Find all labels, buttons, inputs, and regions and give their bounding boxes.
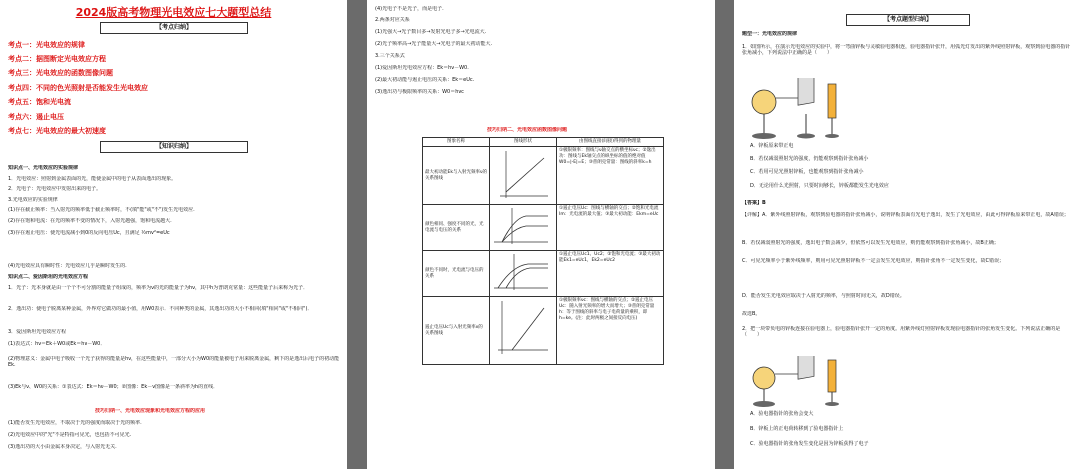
point-item: 考点四：不同的色光照射是否能发生光电效应 bbox=[8, 84, 148, 92]
point-item: 考点三：光电效应的函数图像问题 bbox=[8, 69, 113, 77]
body-line: 3．爱因斯坦光电效应方程 bbox=[8, 329, 67, 335]
body-line: 2．光电子：光电效应中发射出来的电子。 bbox=[8, 186, 102, 192]
document-page-1 bbox=[0, 0, 347, 469]
option-c: C．若用可见光照射锌板，也能观察到指针张角减小 bbox=[750, 169, 864, 175]
point-item: 考点五：饱和光电流 bbox=[8, 98, 71, 106]
body-line: (2)物理意义：金属中电子吸收一个光子获得的能量是hν，在这些能量中，一部分大小为W0的能量被电子用来脱离金属，剩下的是逸出后电子的初动能Ek. bbox=[8, 356, 340, 368]
table-cell: ①极限频率νc：图线与横轴的交点；②遏止电压Uc：随入射光频率的增大而增大；③普朗克常量h：等于图线的斜率与电子电荷量的乘积，即h=ke。(注：此时两极之间接反向电压) bbox=[557, 297, 664, 365]
body-line: (1)能否发生光电效应，不取决于光的强度而取决于光的频率. bbox=[8, 420, 142, 426]
graph-cell bbox=[490, 147, 557, 205]
table-title: 技巧归纳二、光电效应函数图像问题 bbox=[487, 127, 568, 133]
body-line: (2)最大初动能与遏止电压的关系：Ek＝eUc. bbox=[375, 77, 475, 83]
explanation-line: B．若仅减弱照射光的强度，逸出电子数会减少，但依然可以发生光电效应，则仍能观察到指针张角减小，故B正确； bbox=[742, 240, 999, 246]
apparatus-drawing bbox=[748, 356, 858, 408]
section-header-points: 【考点归纳】 bbox=[100, 22, 248, 34]
graph-cell bbox=[490, 297, 557, 365]
explanation-line: C．可见光频率小于紫外线频率，则用可见光照射锌板不一定会发生光电效应，则指针张角不一定发生变化，故C错误； bbox=[742, 258, 1004, 264]
column-header: 图线形状 bbox=[490, 138, 557, 147]
table-row bbox=[423, 147, 664, 205]
explanation-line: D．能否发生光电效应取决于入射光的频率，与照射时间无关，故D错误。 bbox=[742, 293, 905, 299]
current-voltage-graph bbox=[492, 206, 550, 246]
document-page-3 bbox=[734, 0, 1080, 469]
body-line: (4)光电子不是光子，而是电子. bbox=[375, 6, 444, 12]
option-c: C．验电器指针的张角发生变化是因为锌板获得了电子 bbox=[750, 441, 869, 447]
section-header-knowledge: 【知识归纳】 bbox=[100, 141, 248, 153]
option-a: A．验电器指针的张角会变大 bbox=[750, 411, 814, 417]
page-title: 2024版高考物理光电效应七大题型总结 bbox=[75, 6, 272, 19]
body-line: (1)存在截止频率：当入射光的频率低于截止频率时，不(填"能"或"不")发生光电效应. bbox=[8, 207, 195, 213]
graph-cell bbox=[490, 251, 557, 297]
answer: 【答案】B bbox=[742, 200, 766, 206]
question-2: 2．把一块带负电的锌板连接在验电器上，验电器指针张开一定的角度。用紫外线灯照射锌板发现验电器指针的张角发生变化。下列说法正确的是（ ） bbox=[742, 326, 1061, 338]
body-line: 知识点一、光电效应的实验规律 bbox=[8, 165, 79, 171]
point-item: 考点七：光电效应的最大初速度 bbox=[8, 127, 106, 135]
option-b: B．锌板上的正电荷转移到了验电器指针上 bbox=[750, 426, 844, 432]
table-row bbox=[423, 297, 664, 365]
table-cell: ①遏止电压Uc：图线与横轴的交点；②饱和光电流Im：光电流的最大值；③最大初动能：Ekm=eUc bbox=[557, 205, 664, 251]
body-line: (3)逸出功与极限频率的关系：W0＝hνc bbox=[375, 89, 464, 95]
column-header: 图象名称 bbox=[423, 138, 490, 147]
body-line: (2)光子频率高→光子能量大→光电子的最大初动能大. bbox=[375, 41, 493, 47]
body-line: 3.三个关系式 bbox=[375, 53, 405, 59]
body-line: (3)Ek与ν、W0的关系：①表达式：Ek＝hν－W0；②图像：Ek－ν图像是一条斜率为h的直线． bbox=[8, 384, 219, 390]
ek-nu-graph bbox=[492, 148, 550, 200]
option-b: B．若仅减弱照射光的强度，仍能观察到指针张角减小 bbox=[750, 156, 869, 162]
body-line: (1)爱因斯坦光电效应方程：Ek＝hν－W0. bbox=[375, 65, 469, 71]
apparatus-drawing bbox=[748, 78, 858, 140]
technique-heading: 技巧归纳一、光电效应现象和光电效应方程的应用 bbox=[95, 408, 206, 414]
subtitle: 题型一：光电效应的规律 bbox=[742, 31, 798, 37]
body-line: (3)逸出功的大小由金属本身决定，与入射光无关. bbox=[8, 444, 117, 450]
uc-nu-graph bbox=[492, 298, 550, 356]
document-page-2 bbox=[367, 0, 715, 469]
point-item: 考点二：据图断定光电效应方程 bbox=[8, 55, 106, 63]
body-line: 2.两条对应关系 bbox=[375, 17, 410, 23]
explanation-line: 故选B。 bbox=[742, 311, 761, 317]
option-d: D．无论用什么光照射，只要时间够长，锌板都能发生光电效应 bbox=[750, 183, 889, 189]
section-header: 【考点题型归纳】 bbox=[846, 14, 970, 26]
body-line: (4)光电效应具有瞬时性：光电效应几乎是瞬时发生的. bbox=[8, 263, 127, 269]
question-1: 1．如图所示，在演示光电效应的实验中，将一弯曲锌板与灵敏验电器相连，验电器指针张开，用弧光灯发出的紫外线照射锌板，观察到验电器的指针张角减小，下列说法中正确的是（ ） bbox=[742, 44, 1071, 56]
graph-cell bbox=[490, 205, 557, 251]
body-line: (1)光强大→光子数目多→发射光电子多→光电流大. bbox=[375, 29, 487, 35]
body-line: 知识点二、爱因斯坦的光电效应方程 bbox=[8, 274, 89, 280]
table-header-row bbox=[423, 138, 664, 147]
body-line: 1．光电效应：照射到金属表面的光，能使金属中的电子从表面逸出的现象。 bbox=[8, 176, 177, 182]
graph-table bbox=[422, 137, 664, 365]
body-line: (3)存在遏止电压：使光电流减小到0的反向电压Uc，且满足 ½mv²=eUc bbox=[8, 230, 170, 236]
table-cell: ①极限频率：图线与ν轴交点的横坐标νc；②逸出功：图线与Ek轴交点的纵坐标的值的绝对值 W0=|-E|=E；③普朗克常量：图线的斜率k=h bbox=[557, 147, 664, 205]
point-item: 考点六：遏止电压 bbox=[8, 113, 64, 121]
point-item: 考点一：光电效应的规律 bbox=[8, 41, 85, 49]
table-cell: 遏止电压Uc与入射光频率ν的关系图线 bbox=[423, 297, 490, 365]
body-line: (1)表达式：hν＝Ek＋W0或Ek＝hν－W0． bbox=[8, 341, 106, 347]
explanation-line: 【详解】A．紫外线照射锌板，观察到验电器的指针张角减小，说明锌板表面有光电子逸出，发生了光电效应，由此可得锌板原来带正电，故A错误； bbox=[742, 212, 1069, 218]
body-line: 2．逸出功：使电子脱离某种金属，外界对它做功的最小值，用W0表示．不同种类的金属，其逸出功的大小不相同(填"相同"或"不相同")． bbox=[8, 306, 313, 312]
table-row bbox=[423, 205, 664, 251]
body-line: 1．光子：光本身就是由一个个不可分割的能量子组成的，频率为ν的光的能量子为hν，其中h为普朗克常量：这些能量子后来称为光子． bbox=[8, 285, 309, 291]
body-line: 3.光电效应的实验规律 bbox=[8, 197, 58, 203]
table-cell: 颜色不同时，光电流与电压的关系 bbox=[423, 251, 490, 297]
body-line: (2)存在饱和电流：在光的频率不变的情况下，入射光越强，饱和电流越大. bbox=[8, 218, 172, 224]
color-current-graph bbox=[492, 252, 550, 292]
column-header: 由图线直接(间接)得到的物理量 bbox=[557, 138, 664, 147]
table-row bbox=[423, 251, 664, 297]
table-cell: 最大初动能Ek与入射光频率ν的关系图线 bbox=[423, 147, 490, 205]
table-cell: 颜色相同、强度不同的光，光电流与电压的关系 bbox=[423, 205, 490, 251]
table-cell: ①遏止电压Uc1、Uc2；②饱和光电流；③最大初动能Ek1=eUc1，Ek2=eUc2 bbox=[557, 251, 664, 297]
option-a: A．锌板原来带正电 bbox=[750, 143, 794, 149]
body-line: (2)光电效应中的"光"不是特指可见光，也包括不可见光. bbox=[8, 432, 132, 438]
